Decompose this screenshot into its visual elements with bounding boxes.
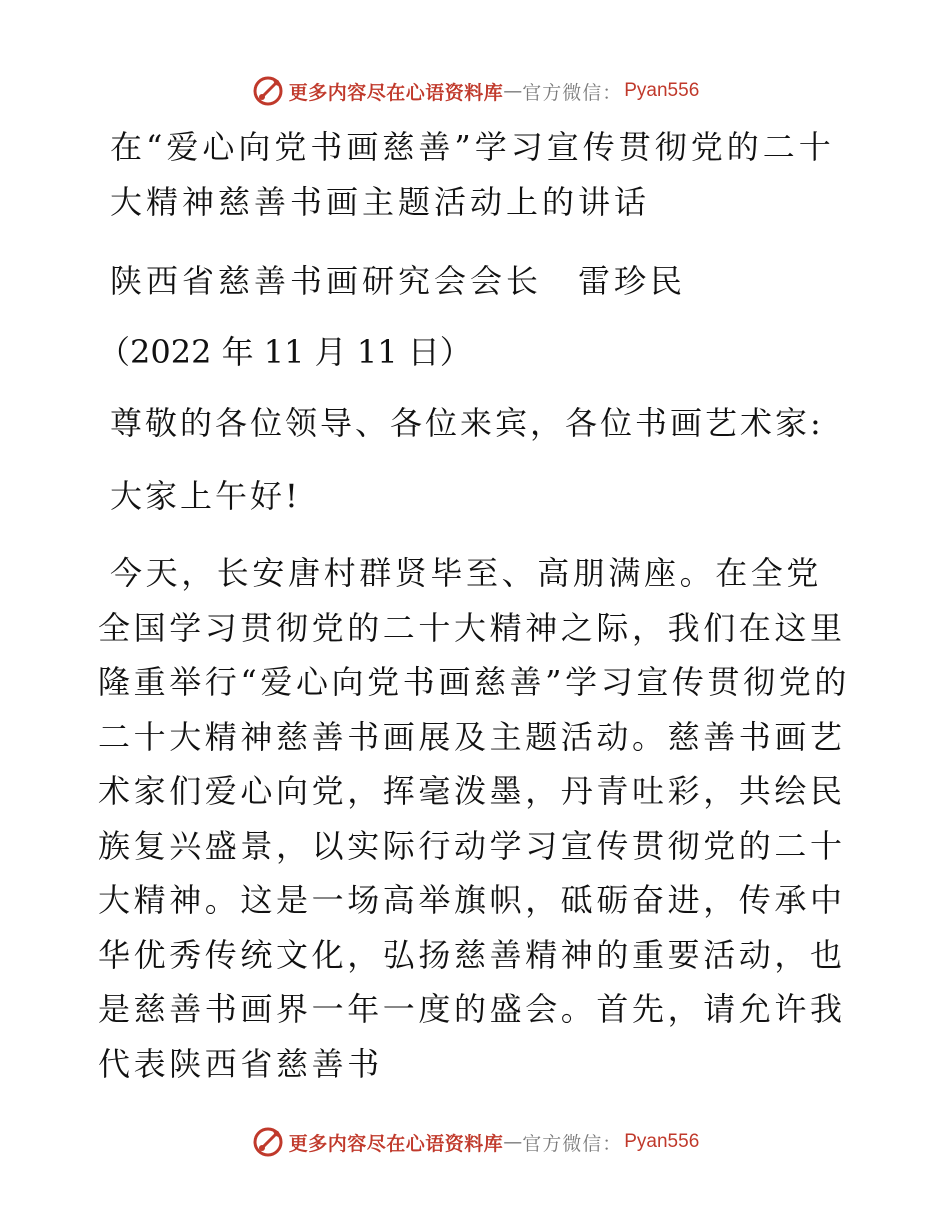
quill-logo-icon bbox=[251, 1125, 285, 1159]
banner-wechat-label: 官方微信： bbox=[522, 81, 623, 104]
banner-wechat-label: 官方微信： bbox=[522, 1132, 623, 1155]
banner-wechat-id: Pyan556 bbox=[624, 80, 700, 101]
document-title: 在“爱心向党书画慈善”学习宣传贯彻党的二十大精神慈善书画主题活动上的讲话 bbox=[110, 128, 835, 221]
salutation: 尊敬的各位领导、各位来宾，各位书画艺术家: bbox=[110, 404, 824, 442]
document-author: 陕西省慈善书画研究会会长 雷珍民 bbox=[110, 262, 687, 300]
quill-logo-icon bbox=[251, 74, 285, 108]
header-banner bbox=[0, 71, 950, 111]
greeting: 大家上午好! bbox=[110, 477, 301, 515]
document-date: （2022 年 11 月 11 日） bbox=[98, 333, 472, 371]
banner-wechat-id: Pyan556 bbox=[624, 1131, 700, 1152]
banner-text: 更多内容尽在心语资料库 bbox=[288, 1132, 504, 1155]
banner-text: 更多内容尽在心语资料库 bbox=[288, 81, 504, 104]
banner-dash: — bbox=[503, 80, 523, 102]
document-body bbox=[98, 120, 850, 1091]
footer-banner bbox=[0, 1122, 950, 1162]
paragraph-1: 今天，长安唐村群贤毕至、高朋满座。在全党全国学习贯彻党的二十大精神之际，我们在这里隆重举行“爱心向党书画慈善”学习宣传贯彻党的二十大精神慈善书画展及主题活动。慈善书画艺术家们爱心向党，挥毫泼墨，丹青吐彩，共绘民族复兴盛景，以实际行动学习宣传贯彻党的二十大精神。这是一场高举旗帜，砥砺奋进，传承中华优秀传统文化，弘扬慈善精神的重要活动，也是慈善书画界一年一度的盛会。首先，请允许我代表陕西省慈善书 bbox=[98, 554, 850, 1083]
banner-dash: — bbox=[503, 1131, 523, 1153]
